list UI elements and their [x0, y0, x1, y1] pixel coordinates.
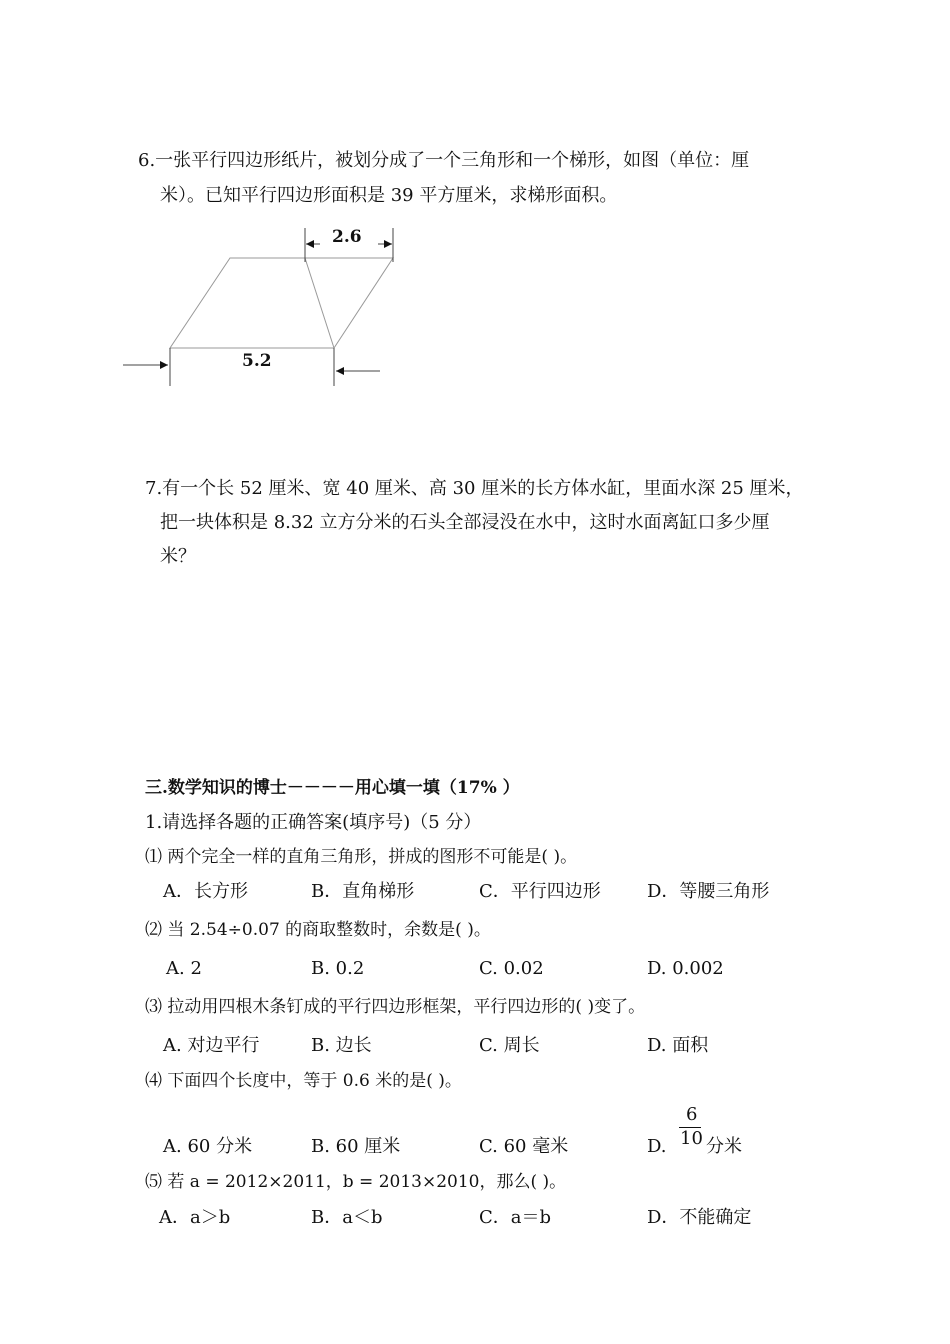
- item1-option-c: C．平行四边形: [479, 881, 601, 902]
- item1-stem: ⑴ 两个完全一样的直角三角形，拼成的图形不可能是( )。: [145, 847, 578, 867]
- dividing-line: [305, 258, 334, 348]
- item5-option-d: D．不能确定: [647, 1207, 752, 1228]
- item4-option-b: B. 60 厘米: [311, 1136, 401, 1157]
- item3-option-a: A. 对边平行: [163, 1035, 260, 1056]
- fraction-numerator: 6: [686, 1104, 698, 1125]
- top-left-arrowhead: [306, 240, 314, 248]
- q6-text-line2: 米）。已知平行四边形面积是 39 平方厘米，求梯形面积。: [160, 185, 618, 206]
- q7-text-line1: 7.有一个长 52 厘米、宽 40 厘米、高 30 厘米的长方体水缸，里面水深 25 厘米，: [145, 478, 804, 499]
- item1-option-a: A．长方形: [163, 881, 248, 902]
- figure-top-label: 2.6: [332, 227, 362, 247]
- item5-option-a: A．a＞b: [159, 1207, 231, 1228]
- section3-title: 三.数学知识的博士－－－－用心填一填（17% ）: [145, 778, 520, 798]
- top-right-arrowhead: [384, 240, 392, 248]
- item1-option-b: B．直角梯形: [311, 881, 415, 902]
- item5-option-c: C．a＝b: [479, 1207, 552, 1228]
- item2-option-a: A. 2: [166, 958, 202, 979]
- item4-option-a: A. 60 分米: [163, 1136, 253, 1157]
- item2-option-b: B. 0.2: [311, 958, 365, 979]
- item3-stem: ⑶ 拉动用四根木条钉成的平行四边形框架，平行四边形的( )变了。: [145, 997, 646, 1017]
- item4-option-d: D.: [647, 1136, 667, 1157]
- item4-stem: ⑷ 下面四个长度中，等于 0.6 米的是( )。: [145, 1071, 462, 1091]
- section3-q1-title: 1.请选择各题的正确答案(填序号)（5 分）: [145, 812, 482, 833]
- item2-option-c: C. 0.02: [479, 958, 544, 979]
- q7-text-line2: 把一块体积是 8.32 立方分米的石头全部浸没在水中，这时水面离缸口多少厘: [160, 512, 770, 533]
- item4-option-c: C. 60 毫米: [479, 1136, 569, 1157]
- item5-option-b: B．a＜b: [311, 1207, 383, 1228]
- bottom-right-arrowhead: [336, 367, 344, 375]
- item5-stem: ⑸ 若 a = 2012×2011，b = 2013×2010，那么( )。: [145, 1172, 567, 1192]
- figure-bottom-label: 5.2: [242, 351, 272, 371]
- fraction-denominator: 10: [680, 1128, 703, 1149]
- bottom-left-arrowhead: [160, 361, 168, 369]
- q7-text-line3: 米？: [160, 546, 196, 567]
- item3-option-c: C. 周长: [479, 1035, 540, 1056]
- item3-option-d: D. 面积: [647, 1035, 709, 1056]
- item3-option-b: B. 边长: [311, 1035, 372, 1056]
- q6-text-line1: 6.一张平行四边形纸片，被划分成了一个三角形和一个梯形，如图（单位：厘: [138, 150, 750, 171]
- parallelogram-outline: [170, 258, 393, 348]
- fraction-unit: 分米: [706, 1136, 742, 1157]
- item2-stem: ⑵ 当 2.54÷0.07 的商取整数时，余数是( )。: [145, 920, 491, 940]
- item1-option-d: D．等腰三角形: [647, 881, 770, 902]
- item2-option-d: D. 0.002: [647, 958, 724, 979]
